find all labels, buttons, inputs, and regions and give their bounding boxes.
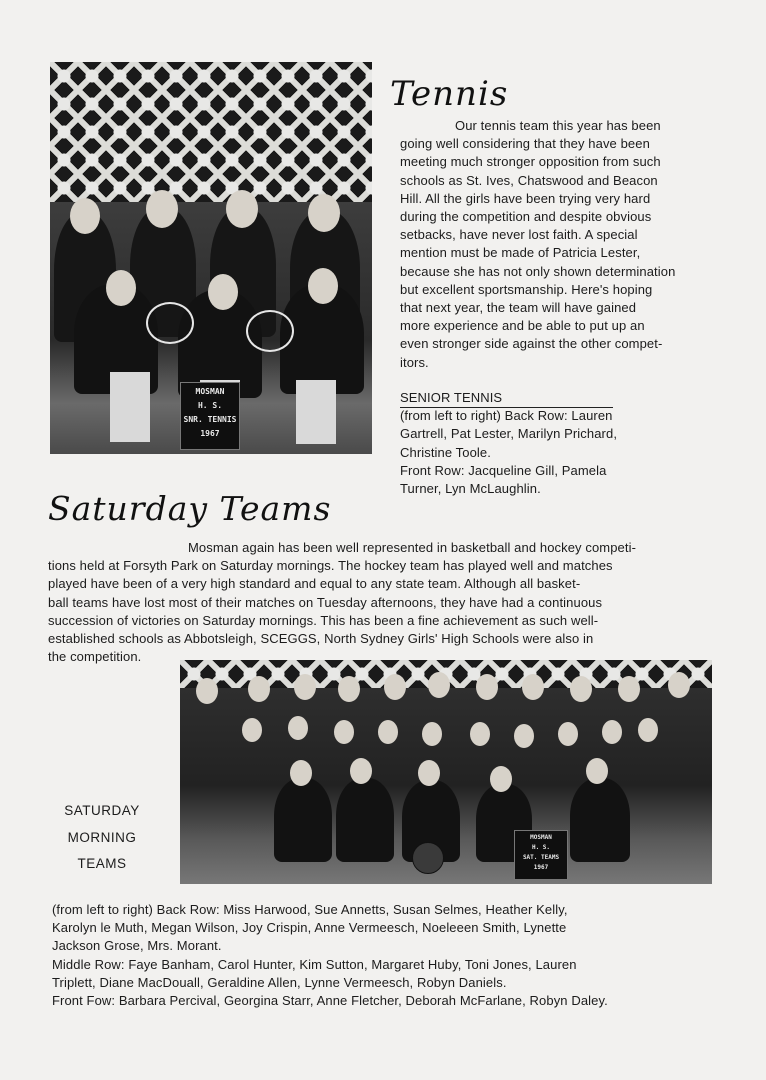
player-face [418, 760, 440, 786]
paragraph-line: tions held at Forsyth Park on Saturday mornings. The hockey team has played well and matches [48, 558, 613, 574]
plaque-line: MOSMAN [530, 834, 552, 841]
player-face [618, 676, 640, 702]
basketball-icon [412, 842, 444, 874]
player-face [308, 194, 340, 232]
paragraph-line: during the competition and despite obvious [400, 209, 652, 225]
paragraph-line: established schools as Abbotsleigh, SCEGGS, North Sydney Girls' High Schools were also in [48, 631, 594, 647]
saturday-side-label [44, 798, 160, 878]
paragraph-line: more experience and be able to put up an [400, 318, 645, 334]
player-figure [336, 778, 394, 862]
player-face [422, 722, 442, 746]
player-face [308, 268, 338, 304]
paragraph-line: that next year, the team will have gained [400, 300, 637, 316]
paragraph-line: even stronger side against the other compet- [400, 336, 663, 352]
player-face [248, 676, 270, 702]
player-face [470, 722, 490, 746]
player-face [602, 720, 622, 744]
paragraph-line: because she has not only shown determination [400, 263, 676, 279]
plaque-line: SAT. TEAMS [522, 854, 560, 861]
team-plaque [514, 830, 568, 880]
paragraph-line: Our tennis team this year has been [455, 118, 661, 133]
caption-line: Triplett, Diane MacDouall, Geraldine Allen, Lynne Vermeesch, Robyn Daniels. [52, 974, 507, 990]
player-face [514, 724, 534, 748]
player-face [146, 190, 178, 228]
caption-line: Jackson Grose, Mrs. Morant. [52, 938, 222, 954]
paragraph-line: itors. [400, 354, 429, 370]
paragraph-line: the competition. [48, 649, 142, 665]
paragraph-line: Mosman again has been well represented in basketball and hockey competi- [188, 540, 637, 555]
paragraph-line: Hill. All the girls have been trying very hard [400, 190, 651, 206]
player-face [208, 274, 238, 310]
player-face [226, 190, 258, 228]
side-label-line: TEAMS [77, 856, 127, 871]
paragraph-line: ball teams have lost most of their matches on Tuesday afternoons, they have had a continuous [48, 594, 603, 610]
tennis-heading: Tennis [390, 74, 509, 114]
socks [296, 380, 336, 444]
player-face [558, 722, 578, 746]
side-label-line: SATURDAY [64, 803, 140, 818]
player-face [196, 678, 218, 704]
caption-line: Karolyn le Muth, Megan Wilson, Joy Crispin, Anne Vermeesch, Noeleeen Smith, Lynette [52, 920, 567, 936]
caption-line: Gartrell, Pat Lester, Marilyn Prichard, [400, 426, 618, 442]
caption-line-boxed: (from left to right) Back Row: Lauren [400, 408, 613, 424]
player-face [106, 270, 136, 306]
saturday-caption [52, 901, 752, 1010]
caption-line: Christine Toole. [400, 444, 491, 460]
player-figure [274, 778, 332, 862]
player-face [490, 766, 512, 792]
side-label-line: MORNING [67, 829, 137, 845]
senior-tennis-photo [50, 62, 372, 454]
caption-line [400, 407, 745, 425]
plaque-line: SNR. TENNIS [183, 415, 237, 424]
racquet-icon [146, 302, 194, 344]
tennis-paragraph [400, 117, 745, 372]
player-face [378, 720, 398, 744]
player-face [428, 672, 450, 698]
paragraph-line: schools as St. Ives, Chatswood and Beacon [400, 172, 658, 188]
paragraph-line: meeting much stronger opposition from such [400, 154, 661, 170]
caption-line: Turner, Lyn McLaughlin. [400, 481, 541, 497]
player-face [476, 674, 498, 700]
player-figure [570, 778, 630, 862]
player-face [70, 198, 100, 234]
player-face [522, 674, 544, 700]
lattice-wall-background [50, 62, 372, 212]
plaque-line: H. S. [531, 844, 551, 851]
caption-title: SENIOR TENNIS [400, 390, 503, 405]
player-face [638, 718, 658, 742]
caption-line: Middle Row: Faye Banham, Carol Hunter, Kim Sutton, Margaret Huby, Toni Jones, Lauren [52, 956, 577, 972]
player-face [288, 716, 308, 740]
plaque-line: H. S. [197, 401, 223, 410]
paragraph-line: but excellent sportsmanship. Here's hoping [400, 281, 653, 297]
player-face [570, 676, 592, 702]
paragraph-line: played have been of a very high standard and equal to any state team. Although all basket- [48, 576, 581, 592]
racquet-icon [246, 310, 294, 352]
paragraph-line: setbacks, have never lost faith. A special [400, 227, 638, 243]
paragraph-line: going well considering that they have been [400, 136, 650, 152]
plaque-line: MOSMAN [195, 387, 225, 396]
player-face [242, 718, 262, 742]
paragraph-line: mention must be made of Patricia Lester, [400, 245, 641, 261]
player-face [338, 676, 360, 702]
socks [110, 372, 150, 442]
player-face [350, 758, 372, 784]
player-face [384, 674, 406, 700]
plaque-line: 1967 [200, 429, 220, 438]
caption-line: Front Fow: Barbara Percival, Georgina Starr, Anne Fletcher, Deborah McFarlane, Robyn Daley. [52, 993, 608, 1009]
player-face [586, 758, 608, 784]
saturday-paragraph [48, 539, 748, 666]
team-plaque [180, 382, 240, 450]
caption-line: (from left to right) Back Row: Miss Harwood, Sue Annetts, Susan Selmes, Heather Kelly, [52, 902, 568, 917]
caption-line: Front Row: Jacqueline Gill, Pamela [400, 462, 607, 478]
saturday-teams-photo [180, 660, 712, 884]
player-face [668, 672, 690, 698]
player-face [334, 720, 354, 744]
paragraph-line: succession of victories on Saturday mornings. This has been a fine achievement as such well- [48, 612, 599, 628]
plaque-line: 1967 [533, 864, 549, 871]
player-face [294, 674, 316, 700]
player-face [290, 760, 312, 786]
tennis-caption [400, 389, 745, 498]
saturday-teams-heading: Saturday Teams [48, 489, 332, 528]
